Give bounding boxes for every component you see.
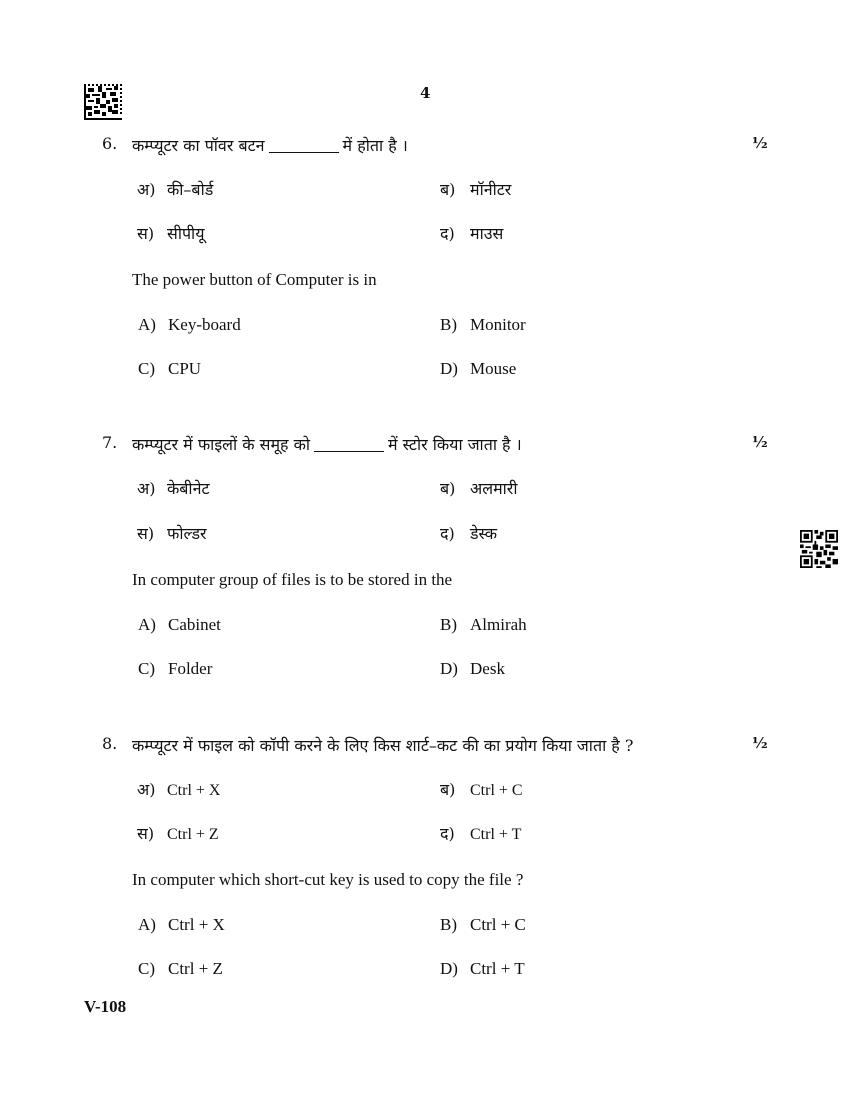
english-option: A) Key-board [138,315,241,334]
question-english-text: The power button of Computer is in [132,270,377,289]
answer-blank [269,151,339,153]
question-marks: ½ [752,734,768,752]
hindi-option: स) Ctrl + Z [137,824,219,843]
hindi-option: ब) Ctrl + C [440,780,523,799]
english-option: A) Cabinet [138,615,221,634]
hindi-option: अ) केबीनेट [137,479,210,498]
hindi-option: स) सीपीयू [137,224,205,243]
answer-blank [314,450,384,452]
hindi-option: ब) अलमारी [440,479,518,498]
hindi-option: द) डेस्क [440,524,498,543]
question-marks: ½ [752,433,768,451]
question-marks: ½ [752,134,768,152]
datamatrix-code [84,84,122,120]
hindi-option: अ) Ctrl + X [137,780,221,799]
hindi-option: ब) मॉनीटर [440,180,512,199]
english-option: B) Ctrl + C [440,915,526,934]
hindi-option: अ) की–बोर्ड [137,180,214,199]
question-number: 8. [102,734,118,753]
hindi-option: द) Ctrl + T [440,824,522,843]
english-option: D) Mouse [440,359,517,378]
english-option: C) Ctrl + Z [138,959,223,978]
english-option: A) Ctrl + X [138,915,225,934]
question-english-text: In computer group of files is to be stored in the [132,570,453,589]
english-option: C) Folder [138,659,213,678]
paper-code: V-108 [84,997,127,1016]
question-english-text: In computer which short-cut key is used to copy the file ? [132,870,524,889]
hindi-option: स) फोल्डर [137,524,207,543]
english-option: B) Almirah [440,615,527,634]
question-hindi-text: कम्प्यूटर में फाइल को कॉपी करने के लिए किस शार्ट–कट की का प्रयोग किया जाता है ? [132,736,634,755]
question-number: 6. [102,134,118,153]
english-option: C) CPU [138,359,202,378]
qr-code [800,530,838,568]
english-option: D) Desk [440,659,505,678]
english-option: D) Ctrl + T [440,959,525,978]
page-number: 4 [420,84,431,102]
english-option: B) Monitor [440,315,526,334]
hindi-option: द) माउस [440,224,504,243]
question-hindi-text: कम्प्यूटर का पॉवर बटन में होता है । [132,136,408,155]
question-number: 7. [102,433,118,452]
question-hindi-text: कम्प्यूटर में फाइलों के समूह को में स्टोर किया जाता है । [132,435,522,454]
